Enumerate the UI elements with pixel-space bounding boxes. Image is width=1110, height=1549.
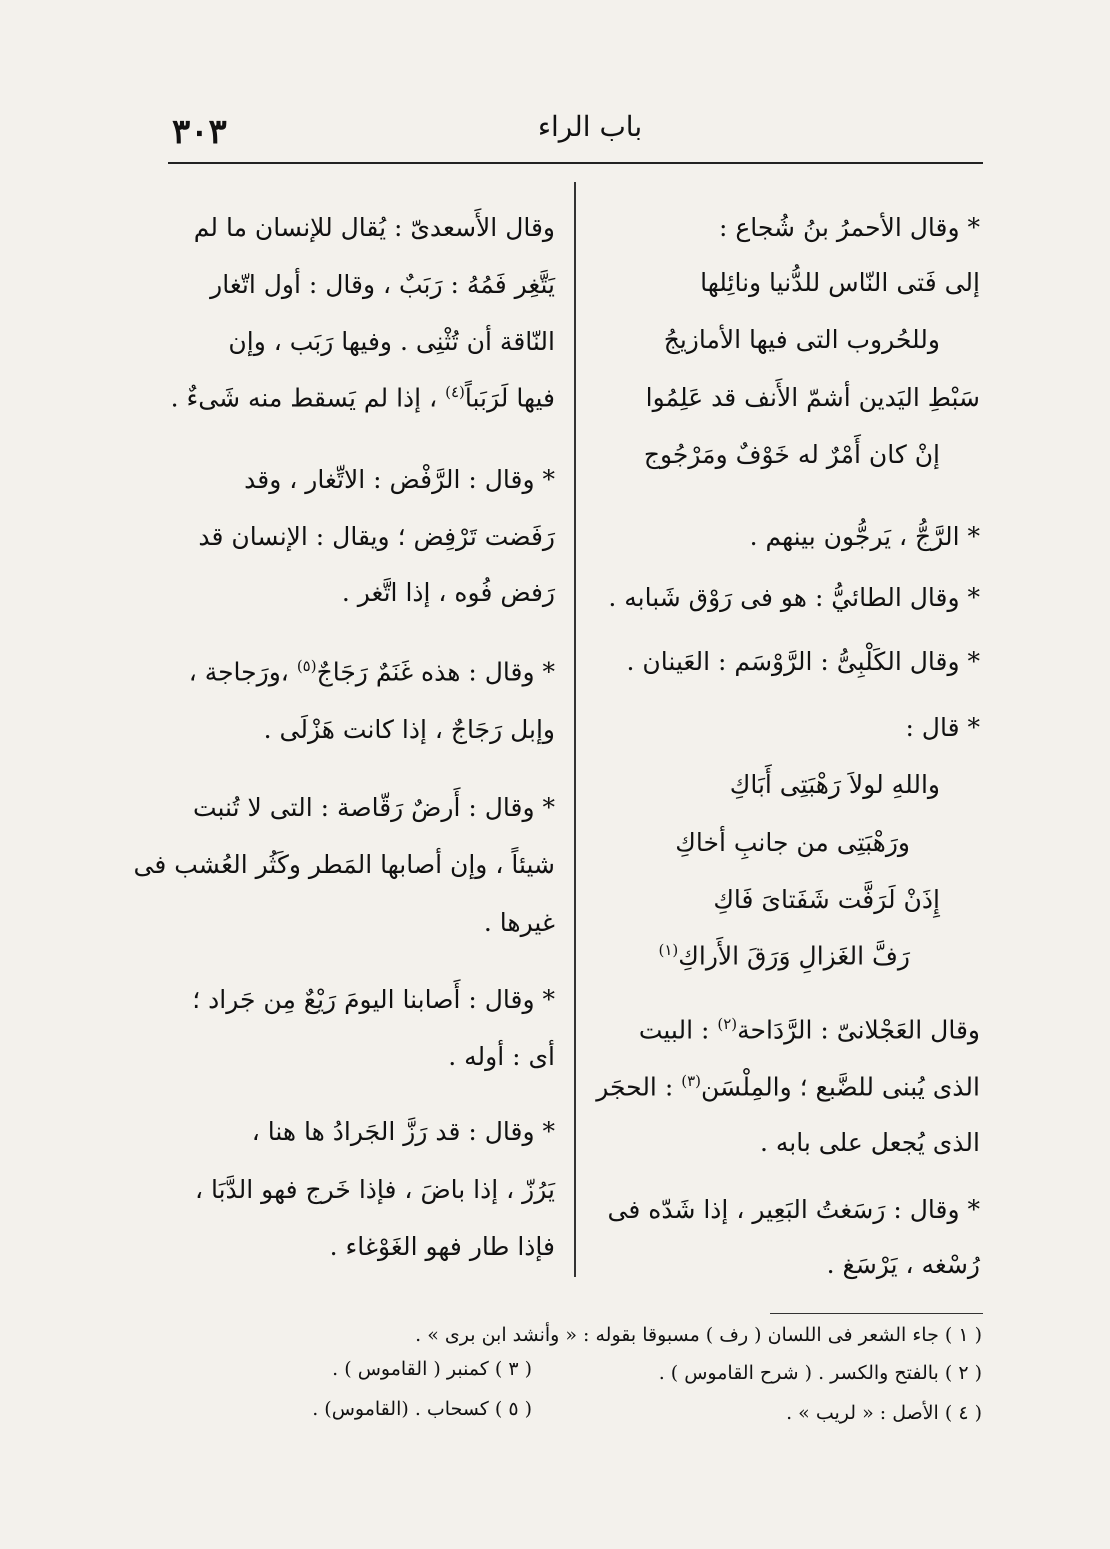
text-line: * وقال : أَرضٌ رَقّاصة : التى لا تُنبت [192,793,555,822]
verse-text: رَفَّ الغَزالِ وَرَقَ الأَراكِ [678,941,910,971]
text-line: رَفَضت تَرْفِض ؛ ويقال : الإنسان قد [198,522,555,551]
footnote-rule [770,1313,983,1314]
footnote-4: ( ٤ ) الأصل : « لريب » . [786,1402,982,1424]
text-line: يَرُزّ ، إذا باضَ ، فإذا خَرج فهو الدَّبَا ، [194,1175,555,1204]
footnote-marker-3: (٣) [681,1072,701,1090]
text-line: يَتَّغِر فَمُهُ : رَبَبٌ ، وقال : أول اتّغار [210,270,555,299]
footnote-3: ( ٣ ) كمنبر ( القاموس ) . [332,1358,532,1380]
text-line: الذى يُجعل على بابه . [759,1128,980,1157]
text-line: * قال : [905,713,980,742]
line-text: وقال العَجْلانىّ : الرَّدَاحة [737,1015,980,1045]
footnote-marker-5: (٥) [296,657,317,675]
verse-line: ورَهْبَتِى من جانبِ أخاكِ [675,828,910,857]
verse-line: إنْ كان أَمْرٌ له خَوْفٌ ومَرْجُوج [643,440,940,469]
header-rule [168,162,983,164]
footnote-5: ( ٥ ) كسحاب . (القاموس) . [312,1398,532,1420]
page-number: ٣٠٣ [172,112,227,152]
text-line [596,1072,980,1102]
running-head: باب الراء [537,110,643,143]
text-line: أى : أوله . [448,1042,555,1071]
text-line: فإذا طار فهو الغَوْغاء . [329,1232,555,1261]
text-line: وإبل رَجَاجٌ ، إذا كانت هَزْلَى . [263,715,555,744]
text-line: * وقال الأحمرُ بنُ شُجاع : [719,213,980,242]
text-line [600,1015,980,1044]
line-text: الذى يُبنى للضَّبع ؛ والمِلْسَن [701,1072,980,1102]
footnote-marker-2: (٢) [717,1015,738,1033]
text-line: * وقال الكَلْبِىُّ : الرَّوْسَم : العَينان . [626,647,980,676]
verse-line [600,941,980,970]
text-line: * وقال : رَسَغتُ البَعِير ، إذا شَدّه فى [607,1195,980,1224]
text-line: رُسْغه ، يَرْسَغ . [826,1250,980,1279]
line-text: فيها لَرَبَباً [464,383,555,413]
line-text: * وقال : هذه غَنَمٌ رَجَاجٌ [316,657,555,687]
footnote-1: ( ١ ) جاء الشعر فى اللسان ( رف ) مسبوقا بقوله : « وأنشد ابن برى » . [415,1324,982,1346]
column-divider [574,182,576,1277]
verse-line: واللهِ لولاَ رَهْبَتِى أَبَاكِ [729,770,940,799]
text-line: وقال الأَسعدىّ : يُقال للإنسان ما لم [193,213,555,242]
text-line: * وقال : الرَّفْض : الاتِّغار ، وقد [244,465,555,494]
text-line: * الرَّجُّ ، يَرجُّون بينهم . [749,522,980,551]
text-line: غيرها . [483,908,555,937]
verse-line: إلى فَتى النّاس للدُّنيا ونائِلها [700,268,980,297]
text-line: شيئاً ، وإن أصابها المَطر وكَثُر العُشب فى [133,850,555,879]
verse-line: وللحُروب التى فيها الأمازيجُ [663,325,940,354]
verse-line: سَبْطِ اليَدين أشمّ الأَنف قد عَلِمُوا [645,383,980,412]
text-line [170,657,555,686]
line-text-tail: : البيت [638,1015,710,1045]
text-line: * وقال : قد رَزَّ الجَرادُ ها هنا ، [251,1117,555,1146]
text-line: * وقال الطائيُّ : هو فى رَوْق شَبابه . [608,583,980,612]
line-text-tail: : الحجَر [596,1072,674,1102]
footnote-marker-1: (١) [658,941,679,959]
verse-line: إِذَنْ لَرَفَّت شَفَتاىَ فَاكِ [713,885,940,914]
text-line: * وقال : أَصابنا اليومَ رَيْعٌ مِن جَراد ؛ [192,985,555,1014]
footnote-2: ( ٢ ) بالفتح والكسر . ( شرح القاموس ) . [658,1362,982,1384]
footnote-marker-4: (٤) [445,383,465,401]
line-text-tail: ، إذا لم يَسقط منه شَىءٌ . [170,383,438,413]
text-line: النّاقة أن تُثْنِى . وفيها رَبَب ، وإن [228,327,555,356]
text-line [170,383,555,412]
text-line: رَفض فُوه ، إذا اتَّغر . [341,578,555,607]
line-text-tail: ،ورَجاجة ، [188,657,289,687]
